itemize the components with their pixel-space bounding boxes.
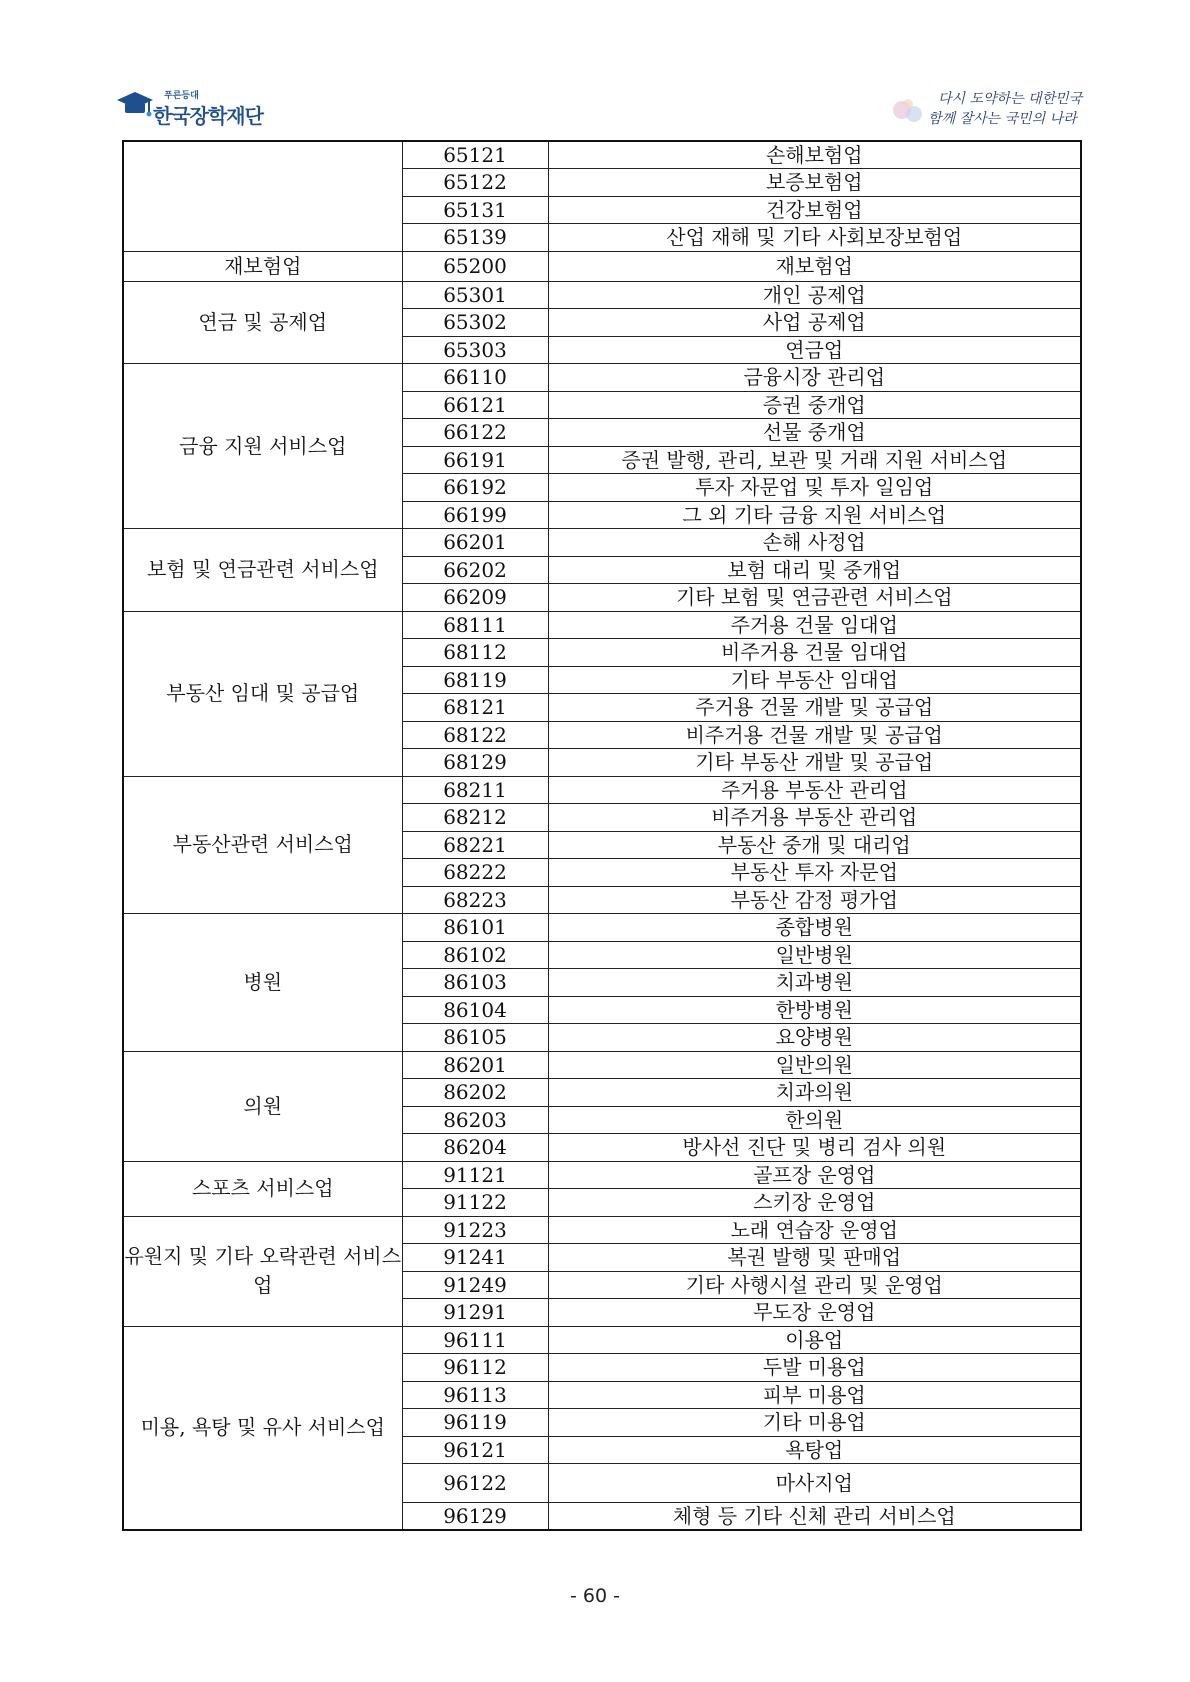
industry-name-cell: 노래 연습장 운영업 [548,1216,1081,1244]
industry-name-cell: 보증보험업 [548,169,1081,197]
industry-name-cell: 기타 미용업 [548,1409,1081,1437]
category-cell: 부동산관련 서비스업 [123,776,402,914]
industry-name-cell: 보험 대리 및 중개업 [548,556,1081,584]
industry-name-cell: 요양병원 [548,1024,1081,1052]
industry-name-cell: 종합병원 [548,914,1081,942]
industry-name-cell: 그 외 기타 금융 지원 서비스업 [548,501,1081,529]
category-cell: 보험 및 연금관련 서비스업 [123,529,402,612]
industry-name-cell: 부동산 투자 자문업 [548,859,1081,887]
industry-name-cell: 비주거용 건물 개발 및 공급업 [548,721,1081,749]
industry-name-cell: 주거용 부동산 관리업 [548,776,1081,804]
industry-name-cell: 피부 미용업 [548,1381,1081,1409]
code-cell: 65200 [402,251,548,281]
table-row [123,141,1081,169]
code-cell: 86103 [402,969,548,997]
table-row [123,1216,1081,1244]
category-cell: 스포츠 서비스업 [123,1161,402,1216]
table-row [123,529,1081,557]
slogan [890,86,1083,132]
table-row [123,1161,1081,1189]
industry-name-cell: 일반의원 [548,1051,1081,1079]
industry-name-cell: 두발 미용업 [548,1354,1081,1382]
graduation-cap-icon [117,90,153,120]
category-cell: 금융 지원 서비스업 [123,364,402,529]
code-cell: 66122 [402,419,548,447]
industry-name-cell: 비주거용 건물 임대업 [548,639,1081,667]
code-cell: 68121 [402,694,548,722]
code-cell: 91249 [402,1271,548,1299]
code-cell: 66209 [402,584,548,612]
industry-name-cell: 증권 중개업 [548,391,1081,419]
code-cell: 96111 [402,1326,548,1354]
industry-name-cell: 욕탕업 [548,1436,1081,1464]
industry-name-cell: 치과병원 [548,969,1081,997]
table-row [123,251,1081,281]
industry-name-cell: 치과의원 [548,1079,1081,1107]
code-cell: 86202 [402,1079,548,1107]
code-cell: 68221 [402,831,548,859]
table-row [123,914,1081,942]
code-cell: 65122 [402,169,548,197]
industry-name-cell: 부동산 감정 평가업 [548,886,1081,914]
code-cell: 86101 [402,914,548,942]
table-row [123,1051,1081,1079]
code-cell: 86201 [402,1051,548,1079]
code-cell: 86204 [402,1134,548,1162]
table-row [123,1326,1081,1354]
industry-name-cell: 기타 사행시설 관리 및 운영업 [548,1271,1081,1299]
industry-name-cell: 연금업 [548,336,1081,364]
slogan-graphic-icon [890,96,930,126]
code-cell: 66110 [402,364,548,392]
code-cell: 68212 [402,804,548,832]
code-cell: 68111 [402,611,548,639]
industry-name-cell: 기타 부동산 개발 및 공급업 [548,749,1081,777]
code-cell: 91122 [402,1189,548,1217]
table-row [123,364,1081,392]
industry-name-cell: 손해보험업 [548,141,1081,169]
code-cell: 68222 [402,859,548,887]
industry-name-cell: 산업 재해 및 기타 사회보장보험업 [548,224,1081,252]
industry-name-cell: 선물 중개업 [548,419,1081,447]
industry-name-cell: 한의원 [548,1106,1081,1134]
code-cell: 96121 [402,1436,548,1464]
logo-name: 한국장학재단 [153,104,263,128]
code-cell: 96113 [402,1381,548,1409]
table-row [123,281,1081,309]
industry-name-cell: 방사선 진단 및 병리 검사 의원 [548,1134,1081,1162]
category-cell: 재보험업 [123,251,402,281]
code-cell: 66201 [402,529,548,557]
category-cell: 의원 [123,1051,402,1161]
industry-name-cell: 체형 등 기타 신체 관리 서비스업 [548,1503,1081,1531]
industry-name-cell: 골프장 운영업 [548,1161,1081,1189]
code-cell: 96119 [402,1409,548,1437]
code-cell: 68211 [402,776,548,804]
code-cell: 66121 [402,391,548,419]
industry-name-cell: 부동산 중개 및 대리업 [548,831,1081,859]
code-cell: 65302 [402,309,548,337]
code-cell: 91291 [402,1299,548,1327]
industry-name-cell: 개인 공제업 [548,281,1081,309]
industry-name-cell: 기타 보험 및 연금관련 서비스업 [548,584,1081,612]
industry-name-cell: 증권 발행, 관리, 보관 및 거래 지원 서비스업 [548,446,1081,474]
slogan-line-2: 함께 잘사는 국민의 나라 [928,111,1077,127]
code-cell: 68129 [402,749,548,777]
code-cell: 68112 [402,639,548,667]
code-cell: 86203 [402,1106,548,1134]
industry-name-cell: 기타 부동산 임대업 [548,666,1081,694]
code-cell: 86105 [402,1024,548,1052]
category-cell [123,141,402,251]
industry-code-table [122,140,1082,1531]
industry-name-cell: 주거용 건물 개발 및 공급업 [548,694,1081,722]
industry-name-cell: 재보험업 [548,251,1081,281]
code-cell: 66191 [402,446,548,474]
code-cell: 66202 [402,556,548,584]
industry-name-cell: 한방병원 [548,996,1081,1024]
category-cell: 연금 및 공제업 [123,281,402,364]
code-cell: 68122 [402,721,548,749]
industry-name-cell: 무도장 운영업 [548,1299,1081,1327]
industry-name-cell: 사업 공제업 [548,309,1081,337]
code-cell: 68223 [402,886,548,914]
industry-name-cell: 손해 사정업 [548,529,1081,557]
table-row [123,776,1081,804]
code-cell: 96112 [402,1354,548,1382]
page-number: - 60 - [570,1585,620,1607]
code-cell: 65139 [402,224,548,252]
code-cell: 86102 [402,941,548,969]
industry-name-cell: 비주거용 부동산 관리업 [548,804,1081,832]
code-cell: 68119 [402,666,548,694]
code-cell: 65131 [402,196,548,224]
code-cell: 65121 [402,141,548,169]
code-cell: 65303 [402,336,548,364]
code-cell: 91223 [402,1216,548,1244]
category-cell: 미용, 욕탕 및 유사 서비스업 [123,1326,402,1530]
industry-name-cell: 마사지업 [548,1464,1081,1503]
category-cell: 부동산 임대 및 공급업 [123,611,402,776]
code-cell: 91121 [402,1161,548,1189]
code-cell: 65301 [402,281,548,309]
industry-name-cell: 건강보험업 [548,196,1081,224]
code-cell: 66192 [402,474,548,502]
category-cell: 유원지 및 기타 오락관련 서비스업 [123,1216,402,1326]
category-cell: 병원 [123,914,402,1052]
logo-tagline: 푸른등대 [164,91,199,101]
industry-name-cell: 이용업 [548,1326,1081,1354]
code-cell: 86104 [402,996,548,1024]
table-row [123,611,1081,639]
code-cell: 66199 [402,501,548,529]
industry-name-cell: 금융시장 관리업 [548,364,1081,392]
industry-name-cell: 일반병원 [548,941,1081,969]
code-cell: 96129 [402,1503,548,1531]
industry-name-cell: 복권 발행 및 판매업 [548,1244,1081,1272]
industry-name-cell: 투자 자문업 및 투자 일임업 [548,474,1081,502]
industry-name-cell: 스키장 운영업 [548,1189,1081,1217]
industry-name-cell: 주거용 건물 임대업 [548,611,1081,639]
code-cell: 96122 [402,1464,548,1503]
kosaf-logo [117,88,317,132]
code-cell: 91241 [402,1244,548,1272]
slogan-line-1: 다시 도약하는 대한민국 [938,91,1083,107]
